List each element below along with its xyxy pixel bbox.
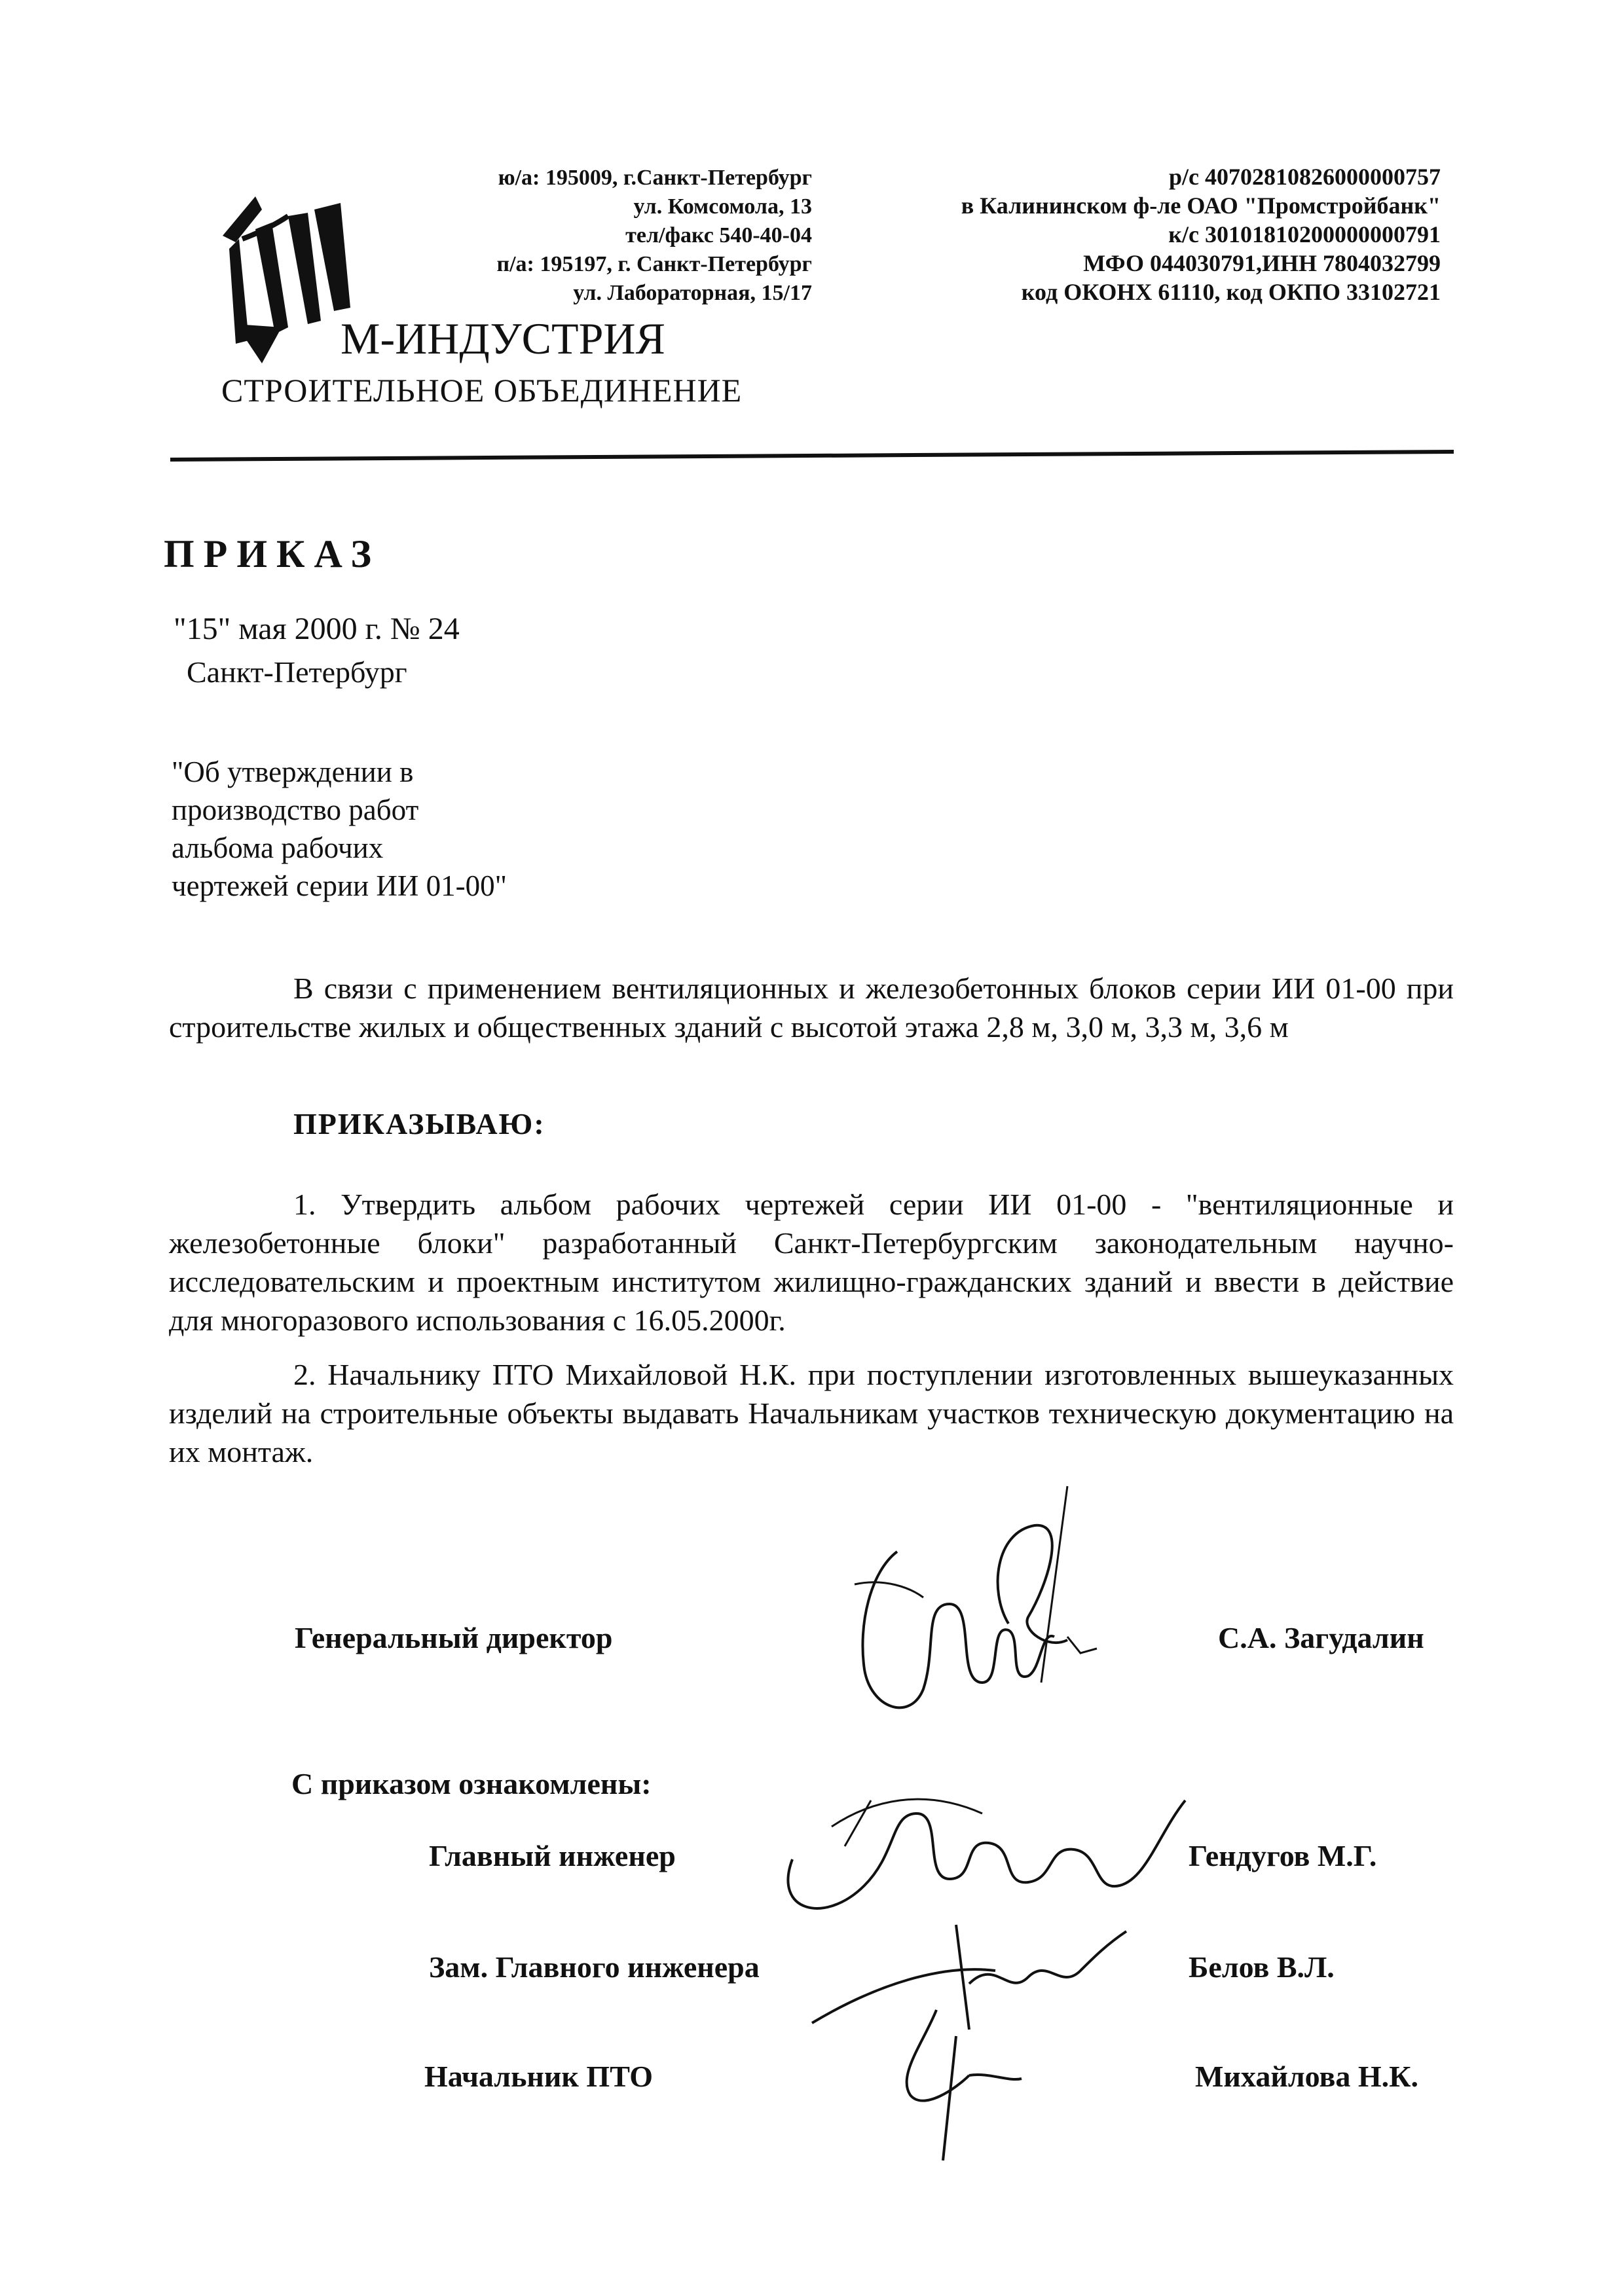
- subject-line: чертежей серии ИИ 01-00": [172, 869, 507, 902]
- header-divider: [170, 448, 1454, 462]
- bank-line: к/с 30101810200000000791: [1168, 221, 1441, 247]
- order-item-text: 1. Утвердить альбом рабочих чертежей серии ИИ 01-00 - "вентиляционные и железобетонные блоки" разработанный Санкт-Петербургским законодательным научно-исследовательским и проектным институтом жилищно-гражданских зданий и ввести в действие для многоразового использования с 16.05.2000г.: [169, 1188, 1454, 1337]
- document-city: Санкт-Петербург: [187, 655, 407, 689]
- bank-line: код ОКОНХ 61110, код ОКПО 33102721: [1021, 279, 1441, 305]
- order-heading: ПРИКАЗЫВАЮ:: [293, 1107, 545, 1140]
- chief-engineer-title: Главный инженер: [429, 1839, 676, 1872]
- subject-line: "Об утверждении в: [172, 756, 414, 788]
- address-line: ул. Комсомола, 13: [633, 194, 812, 219]
- bank-line: МФО 044030791,ИНН 7804032799: [1083, 250, 1441, 276]
- pto-head-signature: [858, 1997, 1041, 2167]
- subject-line: альбома рабочих: [172, 831, 384, 864]
- pto-head-name: Михайлова Н.К.: [1195, 2060, 1418, 2093]
- chief-engineer-name: Гендугов М.Г.: [1189, 1839, 1377, 1872]
- legal-address-block: [393, 164, 812, 308]
- pto-head-title: Начальник ПТО: [424, 2060, 654, 2093]
- director-signature: [792, 1473, 1100, 1774]
- bank-details-block: [812, 162, 1441, 306]
- document-date-number: "15" мая 2000 г. № 24: [174, 611, 460, 646]
- bank-line: р/с 40702810826000000757: [1168, 164, 1441, 190]
- deputy-engineer-title: Зам. Главного инженера: [429, 1950, 760, 1984]
- order-item-text: 2. Начальнику ПТО Михайловой Н.К. при поступлении изготовленных вышеуказанных изделий на строительные объекты выдавать Начальникам участков техническую документацию на их монтаж.: [169, 1358, 1454, 1468]
- director-name: С.А. Загудалин: [1218, 1621, 1424, 1654]
- document-type: ПРИКАЗ: [164, 532, 381, 575]
- deputy-engineer-name: Белов В.Л.: [1189, 1950, 1335, 1984]
- company-name: М-ИНДУСТРИЯ: [341, 314, 665, 363]
- order-item-1: [169, 1185, 1454, 1339]
- address-line: п/а: 195197, г. Санкт-Петербург: [496, 252, 812, 276]
- document-subject: [172, 753, 507, 905]
- address-line: тел/факс 540-40-04: [625, 223, 812, 247]
- preamble-text: В связи с применением вентиляционных и железобетонных блоков серии ИИ 01-00 при строительстве жилых и общественных зданий с высотой этажа 2,8 м, 3,0 м, 3,3 м, 3,6 м: [169, 972, 1454, 1044]
- director-title: Генеральный директор: [295, 1621, 613, 1654]
- address-line: ю/а: 195009, г.Санкт-Петербург: [498, 166, 812, 190]
- preamble-paragraph: [169, 969, 1454, 1046]
- address-line: ул. Лабораторная, 15/17: [573, 281, 812, 305]
- acknowledged-heading: С приказом ознакомлены:: [291, 1767, 652, 1800]
- company-subtitle: СТРОИТЕЛЬНОЕ ОБЪЕДИНЕНИЕ: [221, 372, 743, 409]
- order-item-2: [169, 1355, 1454, 1471]
- subject-line: производство работ: [172, 793, 419, 826]
- bank-line: в Калининском ф-ле ОАО "Промстройбанк": [961, 192, 1441, 219]
